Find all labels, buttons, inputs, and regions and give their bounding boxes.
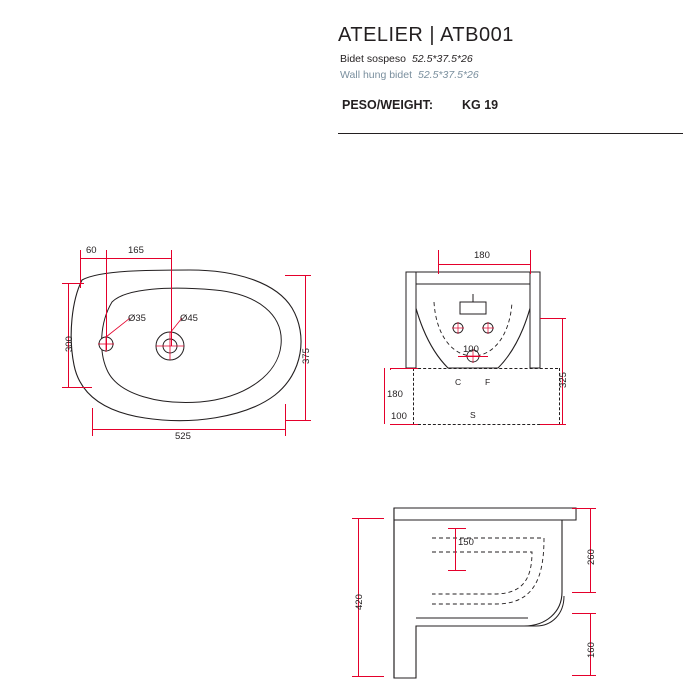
front-base-reference-top (413, 368, 558, 370)
dimline-front-100-left (390, 424, 418, 425)
top-view-drawing (60, 240, 320, 450)
side-view-drawing (376, 500, 586, 685)
front-left-support (406, 272, 416, 368)
ext-375-bottom (285, 420, 311, 421)
dim-front-180-left: 180 (387, 389, 403, 400)
ext-side-160-top (572, 613, 596, 614)
dimline-side-150 (455, 528, 456, 570)
ext-front-180-left-tick (390, 368, 391, 370)
subtitle-italian (340, 53, 473, 65)
front-base-reference-box (413, 368, 560, 425)
weight-label: PESO/WEIGHT: (342, 98, 433, 112)
dim-side-160: 160 (586, 642, 597, 658)
dim-60: 60 (86, 245, 97, 256)
side-outer-profile (394, 508, 576, 678)
subtitle-english (340, 69, 479, 81)
dim-165: 165 (128, 245, 144, 256)
ext-525-left (92, 408, 93, 436)
dimline-front-180 (438, 264, 530, 265)
hole-45-label: Ø45 (180, 313, 198, 324)
dimline-front-100-inner (458, 356, 488, 357)
dim-side-260: 260 (586, 549, 597, 565)
ext-side-150-bottom (448, 570, 466, 571)
ext-front-180-left (438, 250, 439, 274)
label-c: C (455, 377, 462, 387)
dim-side-420: 420 (354, 594, 365, 610)
dim-side-150: 150 (458, 537, 474, 548)
dim-300: 300 (64, 336, 75, 352)
page-title: ATELIER | ATB001 (338, 24, 514, 46)
ext-side-260-top (572, 508, 596, 509)
header-divider (338, 133, 683, 134)
hole-35-label: Ø35 (128, 313, 146, 324)
ext-300-bottom (62, 387, 92, 388)
ext-side-260-bottom (572, 592, 596, 593)
subtitle-english-label: Wall hung bidet (340, 69, 412, 81)
ext-375-top (285, 275, 311, 276)
ext-side-160-bottom (572, 675, 596, 676)
side-top-plate (394, 508, 576, 520)
ext-side-150-top (448, 528, 466, 529)
dim-front-180-top: 180 (474, 250, 490, 261)
ext-front-180-right (530, 250, 531, 274)
dimline-top-60-165 (80, 258, 171, 259)
ext-front-325-bottom (540, 424, 566, 425)
subtitle-english-dims: 52.5*37.5*26 (418, 69, 479, 81)
weight-value: KG 19 (462, 98, 499, 112)
dimline-300 (68, 283, 69, 387)
ext-525-right (285, 404, 286, 436)
dim-front-100-left: 100 (391, 411, 407, 422)
dim-front-325: 325 (558, 372, 569, 388)
dimline-front-325 (562, 318, 563, 424)
dimline-front-left-vertical (384, 368, 385, 424)
ext-top-165-right (171, 250, 172, 346)
front-tap-block (460, 302, 486, 314)
subtitle-italian-dims: 52.5*37.5*26 (411, 53, 473, 65)
ext-300-top (62, 283, 84, 284)
subtitle-italian-label: Bidet sospeso (340, 53, 406, 65)
ext-top-60-right (106, 250, 107, 350)
dim-525: 525 (175, 431, 191, 442)
front-right-support (530, 272, 540, 368)
dimline-front-180-left (390, 368, 418, 369)
ext-side-420-top (352, 518, 384, 519)
label-s: S (470, 410, 476, 420)
dim-375: 375 (301, 348, 312, 364)
dimline-525 (92, 429, 285, 430)
ext-front-325-top (540, 318, 566, 319)
dim-front-100-inner: 100 (463, 344, 479, 355)
ext-side-420-bottom (352, 676, 384, 677)
label-f: F (485, 377, 491, 387)
